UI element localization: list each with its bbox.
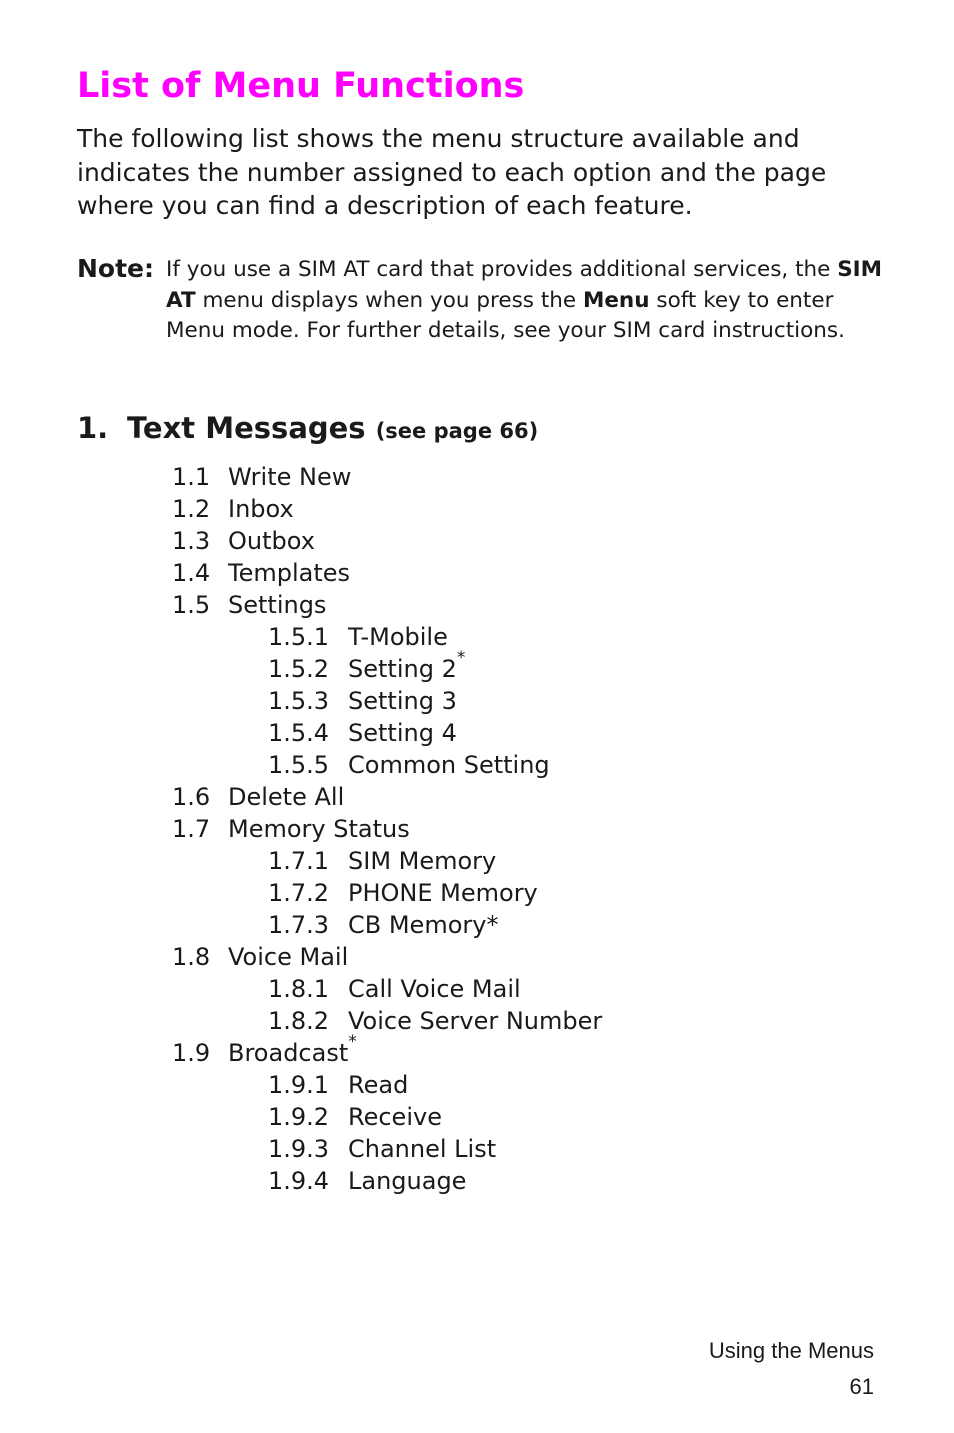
page-title: List of Menu Functions (77, 66, 525, 106)
menu-item-label: CB Memory* (348, 911, 499, 939)
menu-item (0, 461, 602, 493)
menu-subitem (0, 749, 602, 781)
menu-item (0, 1032, 602, 1069)
section-heading (77, 410, 538, 449)
menu-subitem (0, 877, 602, 909)
page-number: 61 (849, 1374, 874, 1399)
menu-item (0, 525, 602, 557)
menu-item-code: 1.5.3 (268, 687, 330, 715)
menu-item-code: 1.9.2 (268, 1103, 330, 1131)
menu-item-label: Setting 4 (348, 719, 457, 747)
menu-item-label: Voice Server Number (348, 1007, 603, 1035)
menu-item-label: Voice Mail (228, 943, 349, 971)
menu-subitem (0, 973, 602, 1005)
menu-subitem (0, 717, 602, 749)
menu-item-label: Memory Status (228, 815, 410, 843)
menu-item (0, 557, 602, 589)
menu-item-code: 1.4 (172, 559, 211, 587)
menu-item-label: Templates (228, 559, 351, 587)
menu-item-label: Common Setting (348, 751, 550, 779)
menu-subitem (0, 1133, 602, 1165)
menu-item-code: 1.8.2 (268, 1007, 330, 1035)
menu-item-code: 1.9.1 (268, 1071, 330, 1099)
menu-item-code: 1.9 (172, 1039, 211, 1067)
menu-item-label: Broadcast (228, 1039, 349, 1067)
menu-item-code: 1.6 (172, 783, 211, 811)
menu-item (0, 941, 602, 973)
menu-list (0, 461, 602, 1197)
note-text-3: soft key to enter Menu mode. For further details, see your SIM card instructions. (166, 287, 845, 343)
menu-subitem (0, 648, 602, 685)
menu-item (0, 493, 602, 525)
menu-item-code: 1.7 (172, 815, 211, 843)
menu-item (0, 781, 602, 813)
menu-item-label: Settings (228, 591, 327, 619)
menu-subitem (0, 685, 602, 717)
note-text-1: If you use a SIM AT card that provides additional services, the (166, 257, 838, 282)
menu-subitem (0, 845, 602, 877)
menu-item-code: 1.5.5 (268, 751, 330, 779)
menu-item-label: Read (348, 1071, 409, 1099)
menu-item-code: 1.9.3 (268, 1135, 330, 1163)
menu-item-label: Delete All (228, 783, 345, 811)
menu-item-label: Language (348, 1167, 467, 1195)
menu-item-label: Write New (228, 463, 352, 491)
note-sim-at-term: SIM AT (166, 257, 883, 313)
footnote-asterisk: * (348, 1032, 357, 1052)
menu-item-code: 1.5 (172, 591, 211, 619)
menu-subitem (0, 1165, 602, 1197)
menu-item-code: 1.2 (172, 495, 211, 523)
menu-item (0, 589, 602, 621)
menu-item-label: Setting 2 (348, 655, 457, 683)
menu-item-code: 1.3 (172, 527, 211, 555)
menu-item-label: PHONE Memory (348, 879, 538, 907)
menu-item-code: 1.1 (172, 463, 211, 491)
menu-item-code: 1.5.4 (268, 719, 330, 747)
menu-subitem (0, 1101, 602, 1133)
menu-subitem (0, 621, 602, 653)
menu-item-code: 1.7.1 (268, 847, 330, 875)
menu-item-label: Outbox (228, 527, 315, 555)
intro-paragraph: The following list shows the menu structure available and indicates the number assigned to each option and the page where you can find a description of each feature. (77, 124, 827, 220)
menu-item-code: 1.7.2 (268, 879, 330, 907)
footnote-asterisk: * (456, 648, 466, 668)
menu-subitem (0, 1005, 602, 1037)
menu-item-label: T-Mobile (348, 623, 448, 651)
menu-item-code: 1.8.1 (268, 975, 330, 1003)
menu-subitem (0, 909, 602, 941)
menu-item-code: 1.7.3 (268, 911, 330, 939)
section-page-ref: (see page 66) (375, 419, 539, 443)
menu-item-code: 1.9.4 (268, 1167, 330, 1195)
menu-item-label: Call Voice Mail (348, 975, 521, 1003)
menu-item-code: 1.8 (172, 943, 211, 971)
menu-item-label: SIM Memory (348, 847, 497, 875)
footer-section-title: Using the Menus (708, 1338, 874, 1363)
menu-item-code: 1.5.1 (268, 623, 330, 651)
menu-item-code: 1.5.2 (268, 655, 330, 683)
section-title: Text Messages (127, 411, 366, 445)
menu-item-label: Receive (348, 1103, 442, 1131)
note-text-2: menu displays when you press the (195, 287, 583, 313)
menu-item-label: Setting 3 (348, 687, 457, 715)
section-number: 1. (77, 411, 109, 445)
note-label: Note: (77, 254, 155, 283)
menu-item (0, 813, 602, 845)
note-menu-term: Menu (582, 287, 650, 313)
menu-item-label: Channel List (348, 1135, 497, 1163)
menu-subitem (0, 1069, 602, 1101)
note-body (166, 255, 886, 347)
menu-item-label: Inbox (228, 495, 294, 523)
